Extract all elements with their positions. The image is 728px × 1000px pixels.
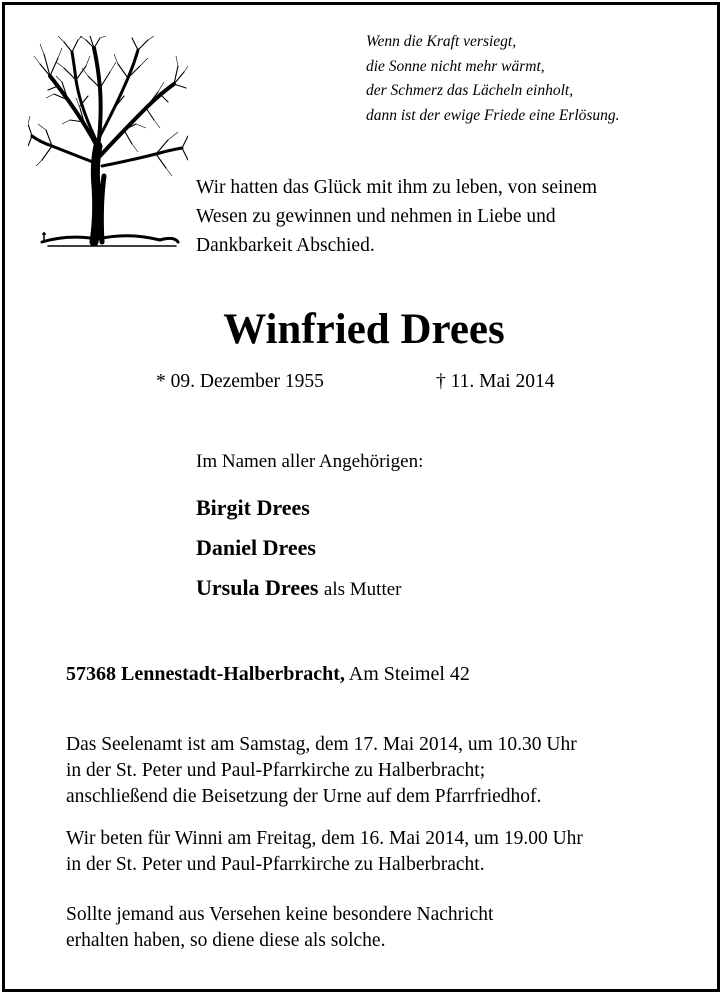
poem-line: der Schmerz das Lächeln einholt, bbox=[366, 82, 574, 99]
address bbox=[66, 660, 470, 688]
paragraph-line: Sollte jemand aus Versehen keine besondere Nachricht bbox=[66, 904, 494, 925]
family-member-name: Ursula Drees bbox=[196, 575, 319, 600]
intro-text bbox=[196, 173, 597, 260]
intro-line: Wesen zu gewinnen und nehmen in Liebe und bbox=[196, 206, 556, 227]
intro-line: Dankbarkeit Abschied. bbox=[196, 235, 375, 256]
family-member-relation: als Mutter bbox=[323, 579, 402, 600]
family-member bbox=[196, 573, 402, 605]
paragraph-line: Wir beten für Winni am Freitag, dem 16. Mai 2014, um 19.00 Uhr bbox=[66, 828, 583, 849]
paragraph-line: in der St. Peter und Paul-Pfarrkirche zu Halberbracht; bbox=[66, 760, 486, 781]
address-city: 57368 Lennestadt-Halberbracht, bbox=[66, 663, 345, 685]
address-street: Am Steimel 42 bbox=[348, 663, 470, 685]
paragraph-line: in der St. Peter und Paul-Pfarrkirche zu Halberbracht. bbox=[66, 854, 485, 875]
funeral-mass-paragraph bbox=[66, 732, 577, 810]
poem-line: Wenn die Kraft versiegt, bbox=[366, 33, 517, 50]
family-member bbox=[196, 533, 316, 563]
paragraph-line: anschließend die Beisetzung der Urne auf dem Pfarrfriedhof. bbox=[66, 786, 542, 807]
prayer-paragraph bbox=[66, 826, 583, 878]
intro-line: Wir hatten das Glück mit ihm zu leben, von seinem bbox=[196, 177, 598, 198]
death-date: † 11. Mai 2014 bbox=[436, 371, 555, 392]
family-member bbox=[196, 493, 310, 523]
poem-line: dann ist der ewige Friede eine Erlösung. bbox=[366, 106, 620, 124]
poem bbox=[366, 30, 620, 128]
family-intro: Im Namen aller Angehörigen: bbox=[196, 451, 424, 472]
birth-date: * 09. Dezember 1955 bbox=[156, 371, 324, 392]
paragraph-line: Das Seelenamt ist am Samstag, dem 17. Mai 2014, um 10.30 Uhr bbox=[66, 734, 577, 755]
tree-icon bbox=[28, 36, 188, 252]
paragraph-line: erhalten haben, so diene diese als solche. bbox=[66, 930, 386, 951]
notice-paragraph bbox=[66, 902, 493, 954]
deceased-name: Winfried Drees bbox=[223, 306, 505, 353]
poem-line: die Sonne nicht mehr wärmt, bbox=[366, 57, 545, 75]
family-member-name: Birgit Drees bbox=[196, 495, 310, 520]
family-member-name: Daniel Drees bbox=[196, 535, 316, 560]
